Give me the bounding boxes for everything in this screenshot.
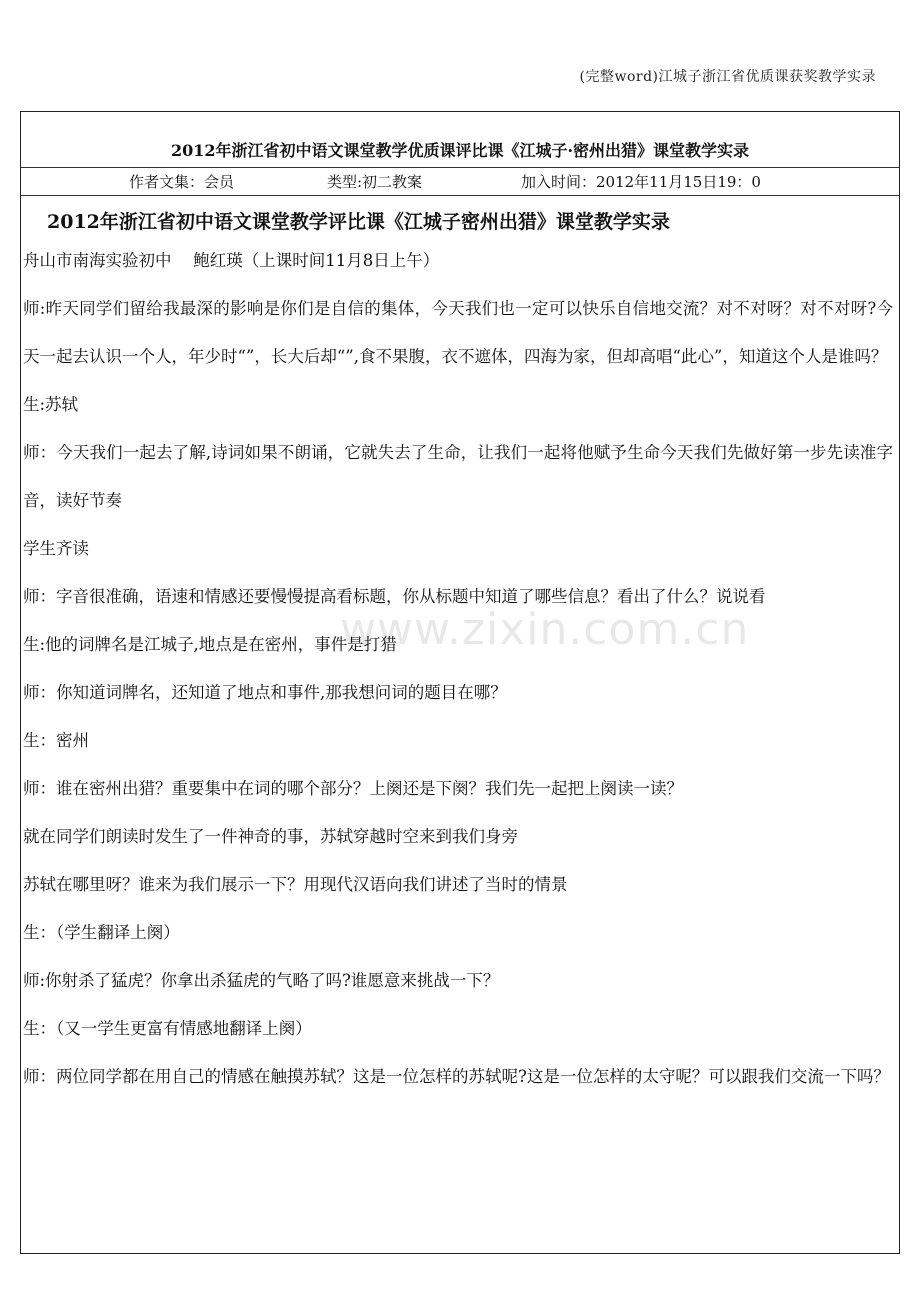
- paragraph: 学生齐读: [23, 539, 89, 558]
- paragraph: 苏轼在哪里呀？谁来为我们展示一下？用现代汉语向我们讲述了当时的情景: [23, 875, 568, 894]
- paragraph: 舟山市南海实验初中 鲍红瑛（上课时间11月8日上午）: [23, 251, 440, 270]
- paragraph: 生:苏轼: [23, 395, 79, 414]
- paragraph: 生：（学生翻译上阕）: [23, 923, 180, 942]
- paragraph: 师：你知道词牌名，还知道了地点和事件,那我想问词的题目在哪？: [23, 683, 507, 702]
- title-row: [21, 112, 899, 168]
- paragraph: 就在同学们朗读时发生了一件神奇的事，苏轼穿越时空来到我们身旁: [23, 827, 518, 846]
- watermark: www.zixin.com.cn: [340, 604, 750, 655]
- paragraph: 师：字音很准确，语速和情感还要慢慢提高看标题，你从标题中知道了哪些信息？看出了什么？说说看: [23, 587, 766, 606]
- running-header: (完整word)江城子浙江省优质课获奖教学实录: [579, 69, 876, 85]
- paragraph: 师：两位同学都在用自己的情感在触摸苏轼？这是一位怎样的苏轼呢?这是一位怎样的太守呢？可以跟我们交流一下吗？: [23, 1067, 890, 1086]
- paragraph: 师：今天我们一起去了解,诗词如果不朗诵，它就失去了生命，让我们一起将他赋予生命今天我们先做好第一步先读准字音，读好节奏: [23, 443, 893, 510]
- author-info: 作者文集：会员: [129, 173, 235, 191]
- paragraph: 生：（又一学生更富有情感地翻译上阕）: [23, 1019, 312, 1038]
- content-heading: 2012年浙江省初中语文课堂教学评比课《江城子密州出猎》课堂教学实录: [47, 211, 670, 233]
- article-title: 2012年浙江省初中语文课堂教学优质课评比课《江城子·密州出猎》课堂教学实录: [170, 141, 750, 160]
- paragraph: 生：密州: [23, 731, 89, 750]
- document-frame: [20, 111, 900, 1254]
- added-time: 加入时间：2012年11月15日19：0: [521, 173, 761, 191]
- paragraph: 师:昨天同学们留给我最深的影响是你们是自信的集体，今天我们也一定可以快乐自信地交流？对不对呀？对不对呀?今天一起去认识一个人，年少时“”，长大后却“”,食不果腹，衣不遮体，四海为家，但却高唱“此心”，知道这个人是谁吗？: [23, 299, 893, 366]
- type-info: 类型:初二教案: [327, 173, 423, 191]
- paragraph: 生:他的词牌名是江城子,地点是在密州，事件是打猎: [23, 635, 397, 654]
- meta-row: [21, 167, 899, 196]
- paragraph: 师：谁在密州出猎？重要集中在词的哪个部分？上阕还是下阕？我们先一起把上阕读一读？: [23, 779, 683, 798]
- paragraph: 师:你射杀了猛虎？你拿出杀猛虎的气略了吗?谁愿意来挑战一下？: [23, 971, 500, 990]
